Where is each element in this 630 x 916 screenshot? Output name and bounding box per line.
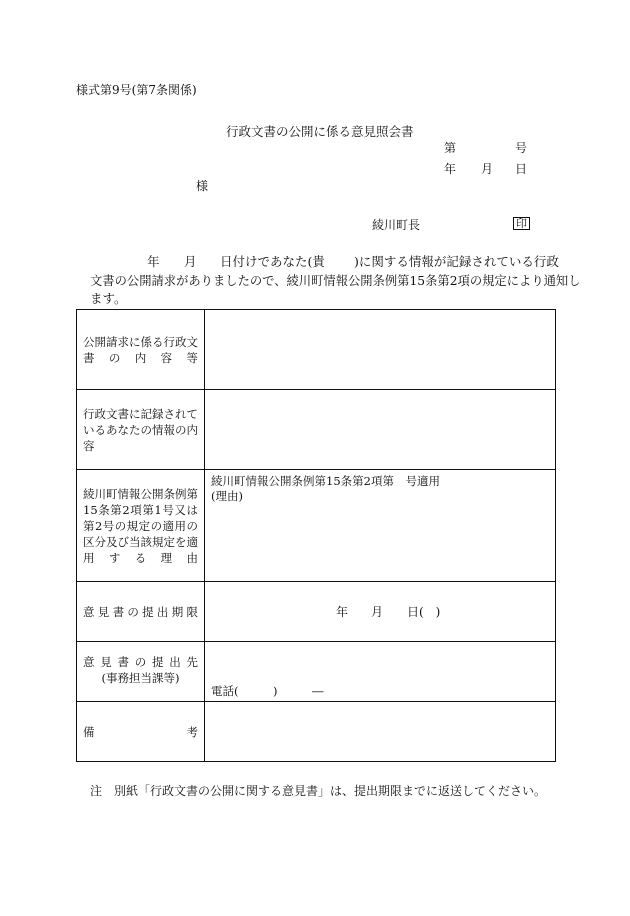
reason-label: 綾川町情報公開条例第15条第2項第1号又は第2号の規定の適用の区分及び当該規定を適用する理由 <box>83 486 198 565</box>
table-row <box>77 702 556 762</box>
body-year: 年 <box>147 254 160 269</box>
table-row <box>77 470 556 582</box>
content-value-cell[interactable] <box>205 310 556 390</box>
footnote: 注 別紙「行政文書の公開に関する意見書」は、提出期限までに返送してください。 <box>90 784 547 798</box>
table-row <box>77 390 556 470</box>
seal-mark: 印 <box>513 217 530 230</box>
addressee-suffix: 様 <box>196 179 209 193</box>
body-month: 月 <box>184 254 197 269</box>
info-label: 行政文書に記録されているあなたの情報の内容 <box>83 406 198 453</box>
table-row <box>77 642 556 702</box>
date-year-label: 年 <box>444 162 457 176</box>
reason-label-text: (理由) <box>211 489 243 503</box>
deadline-month: 月 <box>371 605 384 619</box>
table-row <box>77 582 556 642</box>
submit-value-cell[interactable] <box>205 642 556 702</box>
doc-number-suffix: 号 <box>515 141 528 155</box>
doc-number-prefix: 第 <box>444 141 457 155</box>
remarks-label-cell <box>77 702 205 762</box>
deadline-label-cell <box>77 582 205 642</box>
deadline-label: 意見書の提出期限 <box>83 604 198 619</box>
content-label-cell <box>77 310 205 390</box>
deadline-day: 日( ) <box>407 605 441 619</box>
form-number: 様式第9号(第7条関係) <box>76 83 197 97</box>
form-table <box>76 309 556 762</box>
deadline-value-cell[interactable] <box>205 582 556 642</box>
reason-value-cell[interactable] <box>205 470 556 582</box>
reason-label-cell <box>77 470 205 582</box>
sender-name: 綾川町長 <box>372 218 421 232</box>
info-value-cell[interactable] <box>205 390 556 470</box>
date-month-label: 月 <box>481 162 494 176</box>
document-title: 行政文書の公開に係る意見照会書 <box>226 124 414 139</box>
date-day-label: 日 <box>515 162 528 176</box>
phone-line: 電話( ) ― <box>211 684 324 698</box>
table-row <box>77 310 556 390</box>
remarks-label-left: 備 <box>83 725 95 739</box>
submit-label-cell <box>77 642 205 702</box>
body-line2: 文書の公開請求がありましたので、綾川町情報公開条例第15条第2項の規定により通知し <box>90 274 581 288</box>
remarks-label-right: 考 <box>186 725 198 739</box>
submit-label-sub: (事務担当課等) <box>101 671 180 685</box>
deadline-year: 年 <box>336 605 349 619</box>
reason-article-line: 綾川町情報公開条例第15条第2項第 号適用 <box>211 474 440 488</box>
remarks-value-cell[interactable] <box>205 702 556 762</box>
submit-label: 意見書の提出先 <box>83 655 198 669</box>
body-line1-a: 日付けであなた(貴 <box>220 254 325 269</box>
body-line3: ます。 <box>90 291 127 306</box>
content-label: 公開請求に係る行政文書の内容等 <box>83 334 198 365</box>
info-label-cell <box>77 390 205 470</box>
body-line1-b: )に関する情報が記録されている行政 <box>354 254 559 269</box>
